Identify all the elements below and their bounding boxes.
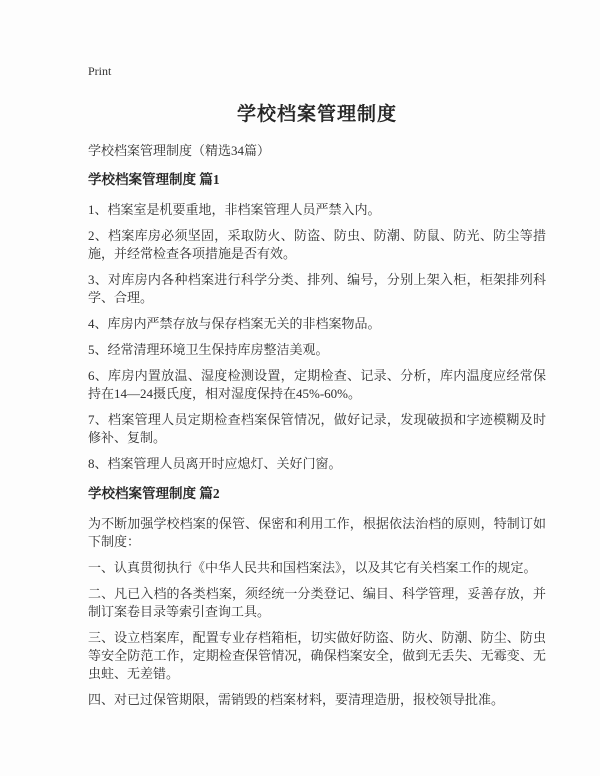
paragraph: 3、对库房内各种档案进行科学分类、排列、编号，分别上架入柜，柜架排列科学、合理。 — [88, 272, 546, 305]
paragraph: 一、认真贯彻执行《中华人民共和国档案法》，以及其它有关档案工作的规定。 — [88, 560, 537, 575]
paragraph: 5、经常清理环境卫生保持库房整洁美观。 — [88, 342, 329, 357]
section-1-heading: 学校档案管理制度 篇1 — [88, 172, 220, 187]
paragraph: 7、档案管理人员定期检查档案保管情况，做好记录，发现破损和字迹模糊及时修补、复制。 — [88, 412, 546, 445]
paragraph: 为不断加强学校档案的保管、保密和利用工作，根据依法治档的原则，特制订如下制度： — [88, 516, 546, 549]
paragraph: 4、库房内严禁存放与保存档案无关的非档案物品。 — [88, 316, 381, 331]
paragraph: 三、设立档案库，配置专业存档箱柜，切实做好防盗、防火、防潮、防尘、防虫等安全防范工作，定期检查保管情况，确保档案安全，做到无丢失、无霉变、无虫蛀、无差错。 — [88, 630, 546, 681]
page-title: 学校档案管理制度 — [236, 104, 397, 125]
paragraph: 2、档案库房必须坚固，采取防火、防盗、防虫、防潮、防鼠、防光、防尘等措施，并经常检查各项措施是否有效。 — [88, 228, 546, 261]
section-2 — [88, 485, 546, 709]
paragraph: 8、档案管理人员离开时应熄灯、关好门窗。 — [88, 456, 342, 471]
section-1 — [88, 171, 546, 473]
paragraph: 二、凡已入档的各类档案，须经统一分类登记、编目、科学管理，妥善存放，并制订案卷目录等索引查询工具。 — [88, 586, 546, 619]
doc-subtitle: 学校档案管理制度（精选34篇） — [88, 143, 271, 158]
paragraph: 6、库房内置放温、湿度检测设置，定期检查、记录、分析，库内温度应经常保持在14—24摄氏度，相对湿度保持在45%-60%。 — [88, 368, 546, 401]
paragraph: 四、对已过保管期限，需销毁的档案材料，要清理造册，报校领导批准。 — [88, 692, 505, 707]
paragraph: 1、档案室是机要重地，非档案管理人员严禁入内。 — [88, 202, 381, 217]
print-link[interactable]: Print — [88, 64, 112, 78]
section-2-heading: 学校档案管理制度 篇2 — [88, 486, 220, 501]
